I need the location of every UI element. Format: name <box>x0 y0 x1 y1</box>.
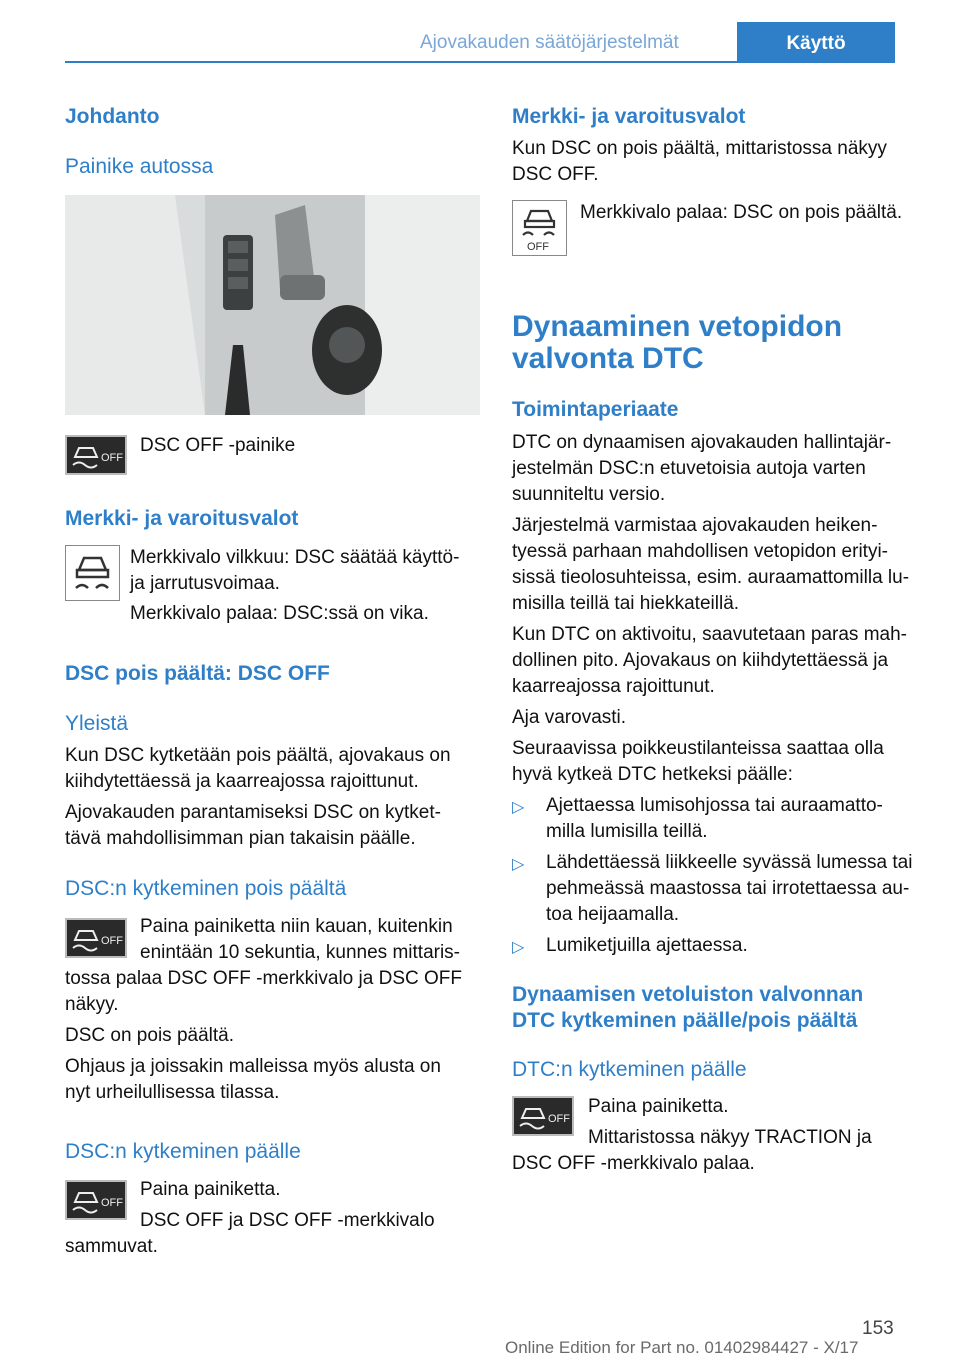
general-p1b: kiihdytettäessä ja kaarreajossa rajoittunut. <box>65 771 419 792</box>
general-p2b: tävä mahdollisimman pian takaisin päälle. <box>65 828 416 849</box>
off-p1b: enintään 10 sekuntia, kunnes mittaris- <box>140 942 461 963</box>
intro-heading: Johdanto <box>65 105 160 128</box>
bullet-marker: ▷ <box>512 799 525 816</box>
footer-edition: Online Edition for Part no. 01402984427 - X/17 <box>505 1338 859 1357</box>
off-p1a: Paina painiketta niin kauan, kuitenkin <box>140 916 453 937</box>
bullet1-a: Ajettaessa lumisohjossa tai auraamatto- <box>546 795 883 816</box>
dtc-heading-a: Dynaaminen vetopidon <box>512 310 843 343</box>
switch-heading-a: Dynaamisen vetoluiston valvonnan <box>512 983 864 1006</box>
dtc-on-p1: Paina painiketta. <box>588 1096 729 1117</box>
dscoff-heading: DSC pois päältä: DSC OFF <box>65 662 330 685</box>
right-lamps-p1b: DSC OFF. <box>512 164 599 185</box>
bullet2-b: pehmeässä maastossa tai irrotettaessa au- <box>546 878 910 899</box>
off-label: OFF <box>101 935 123 947</box>
bullet3: Lumiketjuilla ajettaessa. <box>546 935 748 956</box>
general-p2a: Ajovakauden parantamiseksi DSC on kytket- <box>65 802 441 823</box>
dtc-on-p2a: Mittaristossa näkyy TRACTION ja <box>588 1127 872 1148</box>
principle-p3c: kaarreajossa rajoittunut. <box>512 676 715 697</box>
right-lamps-p2: Merkkivalo palaa: DSC on pois päältä. <box>580 202 903 223</box>
dtc-heading-b: valvonta DTC <box>512 342 704 375</box>
principle-p2d: misilla teillä tai hiekkateillä. <box>512 593 740 614</box>
dsc-off-button-icon <box>65 435 127 475</box>
right-lamps-heading: Merkki- ja varoitusvalot <box>512 105 746 128</box>
principle-p1a: DTC on dynaamisen ajovakauden hallintajär- <box>512 432 892 453</box>
photo-caption: DSC OFF -painike <box>140 435 296 456</box>
lamps-heading: Merkki- ja varoitusvalot <box>65 507 299 530</box>
dtc-on-p2b: DSC OFF -merkkivalo palaa. <box>512 1153 755 1174</box>
off-p1c: tossa palaa DSC OFF -merkkivalo ja DSC OFF <box>65 968 462 989</box>
general-p1a: Kun DSC kytketään pois päältä, ajovakaus on <box>65 745 451 766</box>
bullet-marker: ▷ <box>512 856 525 873</box>
principle-p2a: Järjestelmä varmistaa ajovakauden heiken- <box>512 515 878 536</box>
bullet2-a: Lähdettäessä liikkeelle syvässä lumessa tai <box>546 852 913 873</box>
header-rule <box>65 61 895 63</box>
button-heading: Painike autossa <box>65 155 214 178</box>
bullet-marker: ▷ <box>512 939 525 956</box>
on-p1: Paina painiketta. <box>140 1179 281 1200</box>
right-lamps-p1a: Kun DSC on pois päältä, mittaristossa näkyy <box>512 138 887 159</box>
principle-p3b: dollinen pito. Ajovakaus on kiihdytettäessä ja <box>512 650 889 671</box>
bullet1-b: milla lumisilla teillä. <box>546 821 708 842</box>
off-heading: DSC:n kytkeminen pois päältä <box>65 877 347 900</box>
car-console-photo <box>65 195 480 415</box>
principle-p2c: sissä tieolosuhteissa, esim. auraamattomilla lu- <box>512 567 910 588</box>
dsc-off-button-icon-3 <box>65 1180 127 1220</box>
lamp-text-line1b: ja jarrutusvoimaa. <box>130 573 280 594</box>
off-p1d: näkyy. <box>65 994 119 1015</box>
principle-p5b: hyvä kytkeä DTC hetkeksi päälle: <box>512 764 793 785</box>
header-chapter-tab: Käyttö <box>737 22 895 62</box>
dsc-off-lamp-icon <box>512 200 567 256</box>
lamp-text-line1a: Merkkivalo vilkkuu: DSC säätää käyttö- <box>130 547 460 568</box>
on-p2b: sammuvat. <box>65 1236 158 1257</box>
on-p2a: DSC OFF ja DSC OFF -merkkivalo <box>140 1210 435 1231</box>
bullet2-c: toa heijaamalla. <box>546 904 680 925</box>
off-label: OFF <box>548 1113 570 1125</box>
lamp-text-line2: Merkkivalo palaa: DSC:ssä on vika. <box>130 603 429 624</box>
off-p3b: nyt urheilullisessa tilassa. <box>65 1082 280 1103</box>
principle-p4: Aja varovasti. <box>512 707 627 728</box>
principle-p1b: jestelmän DSC:n etuvetoisia autoja varten <box>512 458 866 479</box>
page-number: 153 <box>862 1318 894 1339</box>
dsc-lamp-icon <box>65 545 120 601</box>
principle-heading: Toimintaperiaate <box>512 398 679 421</box>
principle-p5a: Seuraavissa poikkeustilanteissa saattaa olla <box>512 738 884 759</box>
switch-heading-b: DTC kytkeminen päälle/pois päältä <box>512 1009 858 1032</box>
principle-p1c: suunniteltu versio. <box>512 484 666 505</box>
dsc-off-button-icon-2 <box>65 918 127 958</box>
dtc-on-heading: DTC:n kytkeminen päälle <box>512 1058 747 1081</box>
dtc-button-icon <box>512 1096 574 1136</box>
on-heading: DSC:n kytkeminen päälle <box>65 1140 301 1163</box>
general-heading: Yleistä <box>65 712 129 735</box>
header-section-title: Ajovakauden säätöjärjestelmät <box>420 32 679 53</box>
off-p2: DSC on pois päältä. <box>65 1025 234 1046</box>
off-label: OFF <box>101 1197 123 1209</box>
principle-p2b: tyessä parhaan mahdollisen vetopidon erityi- <box>512 541 888 562</box>
off-label: OFF <box>527 241 549 253</box>
off-p3a: Ohjaus ja joissakin malleissa myös alusta on <box>65 1056 441 1077</box>
off-label: OFF <box>101 452 123 464</box>
principle-p3a: Kun DTC on aktivoitu, saavutetaan paras mah- <box>512 624 907 645</box>
